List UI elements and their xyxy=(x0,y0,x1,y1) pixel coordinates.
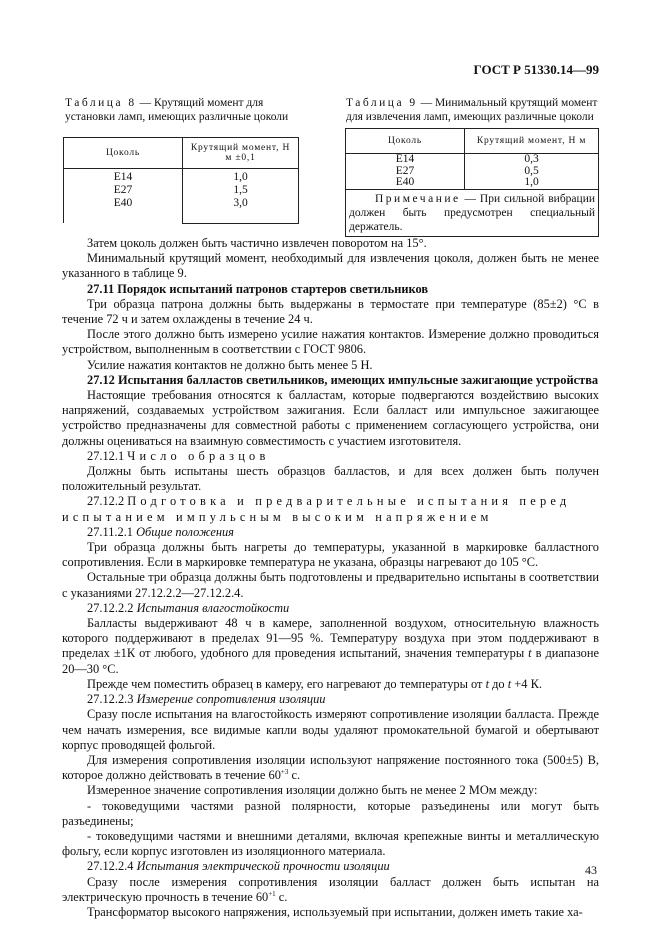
note-text: — При сильной вибрации должен быть предусмотрен специальный держатель. xyxy=(349,192,595,233)
paragraph: Минимальный крутящий момент, необходимый для извлечения цоколя, должен быть не менее указанного в таблице 9. xyxy=(62,251,599,281)
cell: E27 xyxy=(395,164,415,177)
subsection-heading: 27.12.2 Подготовка и предварительные испытания перед испытанием импульсным высоким напряжением xyxy=(62,494,571,524)
subsection-heading: 27.11.2.1 Общие положения xyxy=(87,524,234,539)
paragraph: Усилие нажатия контактов не должно быть менее 5 Н. xyxy=(87,357,373,372)
cell: E40 xyxy=(395,176,415,188)
note-label: Примечание xyxy=(375,192,461,205)
paragraph: Должны быть испытаны шесть образцов балластов, и для всех должен быть получен положительный результат. xyxy=(62,464,599,494)
cell: E14 xyxy=(395,153,415,165)
list-item: - токоведущими частями разной полярности, которые разъединены или могут быть разъединены; xyxy=(62,798,599,828)
col-header: Крутящий момент, Н м xyxy=(465,129,599,154)
subsection-heading: 27.12.1 Число образцов xyxy=(87,448,270,463)
table-row xyxy=(346,154,599,190)
table8-caption xyxy=(65,96,301,124)
cell: E27 xyxy=(113,184,133,196)
paragraph: Прежде чем поместить образец в камеру, его нагревают до температуры от t до t +4 К. xyxy=(87,676,542,691)
body-text xyxy=(62,236,599,920)
cell: 0,3 xyxy=(524,153,539,165)
cell: 1,0 xyxy=(524,176,539,188)
caption-text: — Минимальный крутящий момент для извлечения ламп, имеющих различные цоколи xyxy=(346,97,598,123)
caption-label: Таблица 9 xyxy=(346,97,418,109)
cell: 1,0 xyxy=(233,171,248,183)
table8 xyxy=(63,137,299,224)
section-heading: 27.12 Испытания балластов светильников, имеющих импульсные зажигающие устройства xyxy=(87,372,599,387)
page-number: 43 xyxy=(585,863,597,877)
cell: E14 xyxy=(113,171,133,183)
paragraph: Сразу после измерения сопротивления изоляции балласт должен быть испытан на электрическую прочность в течение $60^{+1}$ с. xyxy=(62,874,599,904)
paragraph: После этого должно быть измерено усилие нажатия контактов. Измерение должно проводиться устройством, выполненным в соответствии с ГОСТ 9806. xyxy=(62,327,599,357)
table9 xyxy=(345,128,599,237)
paragraph: Балласты выдерживают 48 ч в камере, заполненной воздухом, относительную влажность которого поддерживают в пределах 91—95 %. Температуру воздуха при этом поддерживают в пределах ±1К от любого, удобного для проведения испытаний, значения температуры t в диапазоне 20—30 °С. xyxy=(62,616,599,676)
col-header: Крутящий момент, Н м ±0,1 xyxy=(183,138,299,169)
cell: 3,0 xyxy=(233,197,248,209)
paragraph: Остальные три образца должны быть подготовлены и предварительно испытаны в соответствии с указаниями 27.12.2.2—27.12.2.4. xyxy=(62,570,599,600)
table9-caption xyxy=(346,96,598,124)
cell: E40 xyxy=(113,197,133,209)
paragraph: Три образца патрона должны быть выдержаны в термостате при температуре (85±2) °С в течение 72 ч и затем охлаждены в течение 24 ч. xyxy=(62,296,599,327)
section-heading: 27.11 Порядок испытаний патронов стартеров светильников xyxy=(87,281,429,296)
subsection-heading: 27.12.2.3 Измерение сопротивления изоляции xyxy=(87,692,326,707)
paragraph: Три образца должны быть нагреты до температуры, указанной в маркировке балластного сопротивления. Если в маркировке температура не указана, образцы нагревают до 105 °С. xyxy=(62,540,599,570)
paragraph: Для измерения сопротивления изоляции используют напряжение постоянного тока (500±5) В, которое должно действовать в течение $60^{+3}$ с. xyxy=(62,752,599,783)
col-header: Цоколь xyxy=(346,129,465,154)
paragraph: Измеренное значение сопротивления изоляции должно быть не менее 2 МОм между: xyxy=(87,783,538,798)
col-header: Цоколь xyxy=(64,138,183,169)
caption-label: Таблица 8 xyxy=(65,97,137,109)
paragraph: Трансформатор высокого напряжения, используемый при испытании, должен иметь такие ха- xyxy=(87,904,583,919)
subsection-heading: 27.12.2.2 Испытания влагостойкости xyxy=(87,600,290,615)
list-item: - токоведущими частями и внешними деталями, включая крепежные винты и металлическую фольгу, если корпус изготовлен из изоляционного материала. xyxy=(62,828,599,859)
table-row xyxy=(64,169,299,224)
document-header: ГОСТ Р 51330.14—99 xyxy=(473,62,599,77)
paragraph: Затем цоколь должен быть частично извлечен поворотом на 15°. xyxy=(87,236,427,250)
paragraph: Настоящие требования относятся к балластам, которые подвергаются воздействию высоких напряжений, создаваемых устройством зажигания. Если балласт или импульсное зажигающее устройство предназначены для совместной работы с применением согласующего устройства, они должны оцениваться на взаимную совместимость с участием изготовителя. xyxy=(62,388,599,448)
cell: 1,5 xyxy=(233,184,248,196)
cell: 0,5 xyxy=(524,164,539,177)
subsection-heading: 27.12.2.4 Испытания электрической прочности изоляции xyxy=(87,859,390,874)
paragraph: Сразу после испытания на влагостойкость измеряют сопротивление изоляции балласта. Прежде чем начать измерения, все видимые капли воды удаляют промокательной бумагой и обертывают корпус проводящей фольгой. xyxy=(62,707,599,752)
caption-text: — Крутящий момент для установки ламп, имеющих различные цоколи xyxy=(65,97,289,123)
table9-note xyxy=(346,189,599,236)
